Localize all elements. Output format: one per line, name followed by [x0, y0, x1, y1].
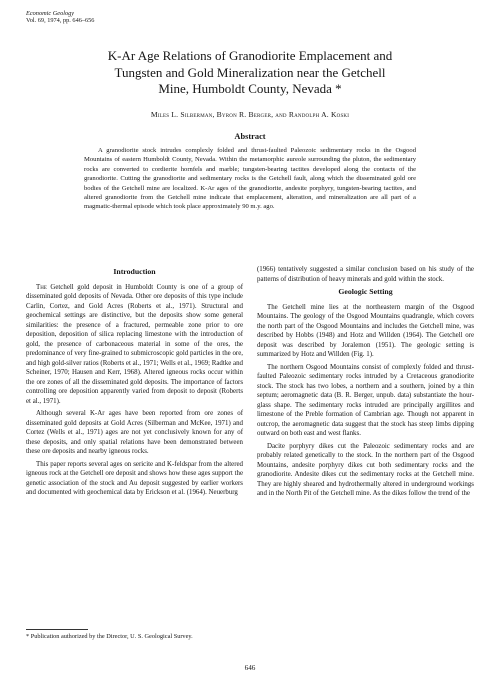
- paragraph-text: Getchell gold deposit in Humboldt County is one of a group of disseminated gold deposits of Nevada. Other ore deposits of this type include Carlin, Cortez, and Gold Acres (Roberts et al., 1971). Structural and geochemical settings are distinctive, but the deposits show some general similarities: the presence of a fractured, permeable zone prior to ore deposition, deposition of silica replacing limestone with the introduction of gold, the presence of carbonaceous material in some of the ores, the predominance of very fine-grained to submicroscopic gold particles in the ore, and high gold-silver ratios (Roberts et al., 1971; Wells et al., 1969; Radtke and Scheiner, 1970; Hausen and Kerr, 1968). Altered igneous rocks occur within the ore zones of all the disseminated gold deposits. The importance of factors controlling ore deposition apparently varied from deposit to deposit (Roberts et al., 1971).: [26, 283, 243, 405]
- introduction-paragraph: [26, 283, 243, 407]
- geologic-setting-paragraph: The northern Osgood Mountains consist of complexly folded and thrust-faulted Paleozoic sedimentary rocks intruded by a Cretaceous granodiorite stock. The stock has two lobes, a northern and a southern, joined by a thin septum; aeromagnetic data (B. R. Berger, unpub. data) substantiate the hour-glass shape. The sedimentary rocks intruded are principally argillites and limestone of the Preble formation of Cambrian age. Though not apparent in outcrop, the aeromagnetic data suggest that the stock has steep limbs dipping outward on both east and west flanks.: [257, 363, 474, 437]
- introduction-paragraph: Although several K-Ar ages have been reported from ore zones of disseminated gold deposits at Gold Acres (Silberman and McKee, 1971) and Cortez (Wells et al., 1971) ages are not yet conclusively known for any of these deposits, and only spatial relations have been demonstrated between these ore deposits and nearby igneous rocks.: [26, 410, 243, 455]
- page-number: 646: [244, 664, 256, 672]
- introduction-paragraph: This paper reports several ages on sericite and K-feldspar from the altered igneous rock at the Getchell ore deposit and shows how these ages support the genetic association of the stock and Au deposit suggested by earlier workers and documented with geochemical data by Erickson et al. (1964). Neuerburg: [26, 460, 243, 496]
- geologic-setting-paragraph: The Getchell mine lies at the northeastern margin of the Osgood Mountains. The geology of the Osgood Mountains quadrangle, which covers the north part of the Osgood Mountains and includes the Getchell mine, was described by Hobbs (1948) and Hotz and Willden (1964). The Getchell ore deposit was described by Joralemon (1951). The geologic setting is summarized by Hotz and Willden (Fig. 1).: [257, 303, 474, 358]
- title-line: K-Ar Age Relations of Granodiorite Emplacement and: [107, 48, 393, 63]
- title-line: Tungsten and Gold Mineralization near the Getchell: [114, 64, 386, 80]
- right-column: [257, 265, 474, 502]
- title-line: Mine, Humboldt County, Nevada *: [158, 81, 342, 96]
- geologic-setting-paragraph: Dacite porphyry dikes cut the Paleozoic sedimentary rocks and are probably related genetically to the stock. In the northern part of the Osgood Mountains, andesite porphyry dikes cut both sedimentary rocks and the granodiorite. Andesite dikes cut the sedimentary rocks at the Getchell mine. They are highly sheared and hydrothermally altered in underground workings and in the North Pit of the Getchell mine. As the dikes follow the trend of the: [257, 442, 474, 497]
- abstract-text: A granodiorite stock intrudes complexly folded and thrust-faulted Paleozoic sedimentary rocks in the Osgood Mountains of eastern Humboldt County, Nevada. Within the metamorphic aureole surrounding the pluton, the sedimentary rocks are converted to cordierite hornfels and marble; tungsten-bearing tactites developed along the contacts of the granodiorite. Cutting the granodiorite and sedimentary rocks is the Getchell fault, along which the disseminated gold ore bodies of the Getchell mine are localized. K-Ar ages of the granodiorite, andesite porphyry, tungsten-bearing tactites, and altered granodiorite from the Getchell mine indicate that emplacement, alteration, and mineralization are all part of a magmatic-thermal episode which took place approximately 90 m.y. ago.: [84, 147, 416, 211]
- lead-word: The: [36, 283, 47, 291]
- geologic-setting-heading: Geologic Setting: [338, 287, 393, 296]
- article-title: [40, 48, 460, 98]
- journal-name: Economic Geology: [26, 10, 75, 17]
- journal-header: [26, 10, 94, 25]
- journal-volume: Vol. 69, 1974, pp. 646–656: [26, 17, 95, 25]
- continued-paragraph: (1966) tentatively suggested a similar conclusion based on his study of the patterns of distribution of heavy minerals and gold within the stock.: [257, 266, 474, 283]
- abstract-heading: Abstract: [234, 132, 266, 141]
- introduction-heading: Introduction: [113, 267, 156, 276]
- footnote: * Publication authorized by the Director, U. S. Geological Survey.: [26, 633, 193, 640]
- author-list: Miles L. Silberman, Byron R. Berger, and Randolph A. Koski: [150, 110, 350, 119]
- footnote-divider: [26, 629, 88, 630]
- left-column: [26, 265, 243, 501]
